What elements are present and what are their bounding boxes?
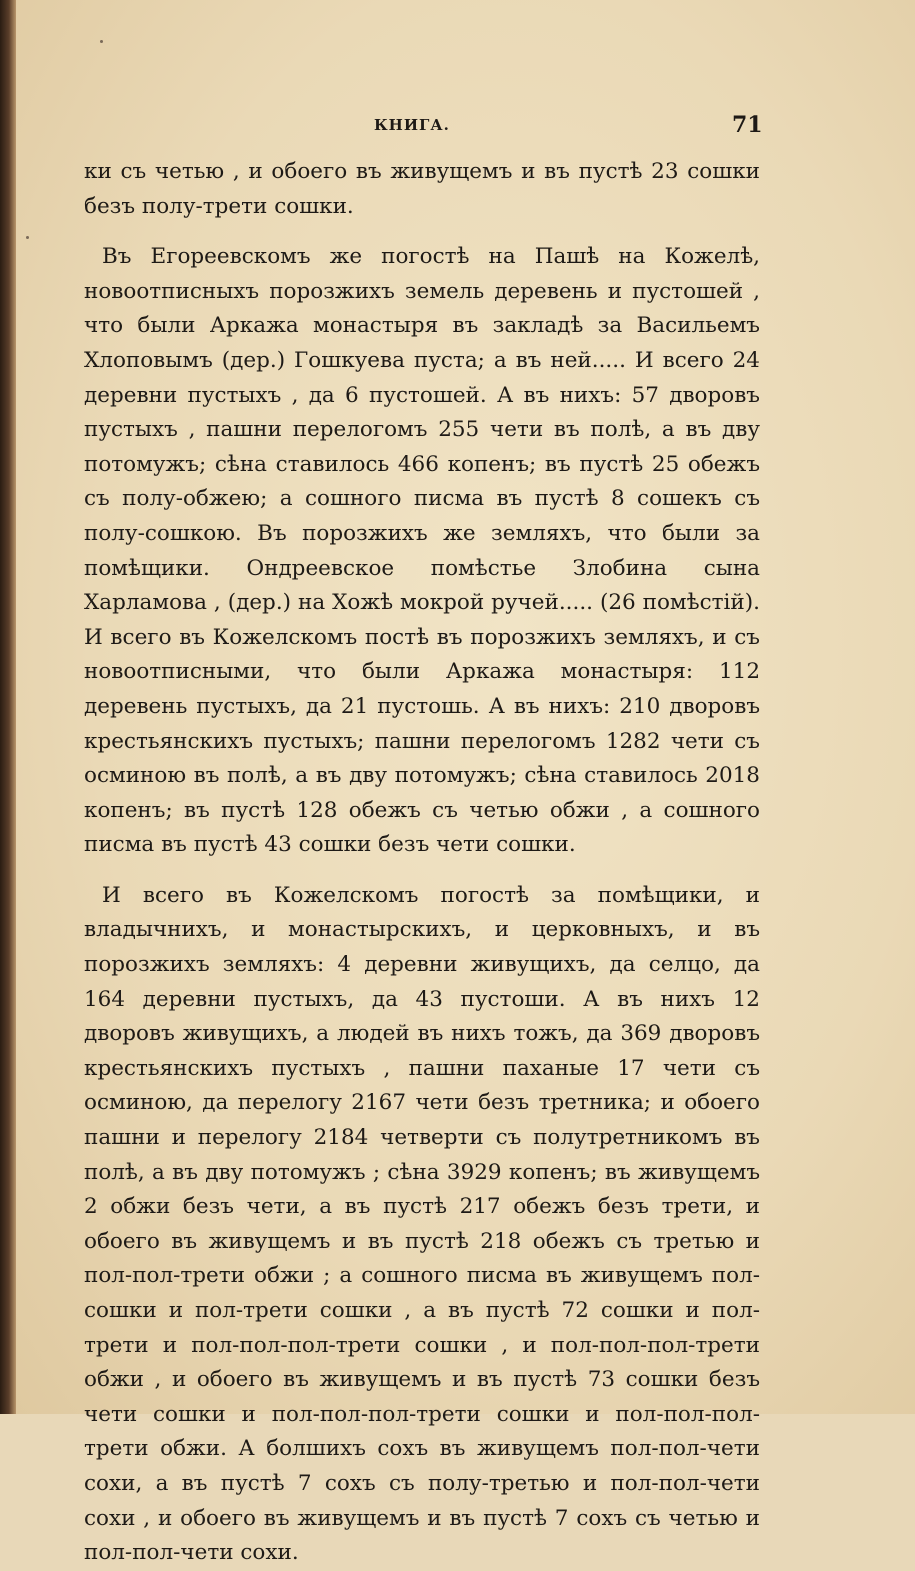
paper-speck bbox=[100, 40, 103, 43]
running-head-title: КНИГА. bbox=[374, 116, 450, 134]
page-number: 71 bbox=[732, 112, 763, 138]
book-page bbox=[16, 0, 915, 1566]
book-binding-edge bbox=[0, 0, 16, 1414]
paragraph-continuation: ки съ четью , и обоего въ живущемъ и въ пустѣ 23 сошки безъ полу-трети сошки. bbox=[84, 159, 760, 219]
body-text bbox=[84, 155, 760, 1571]
paper-speck bbox=[26, 236, 29, 239]
paragraph-egoreevsky-pogost: Въ Егореевскомъ же погостѣ на Пашѣ на Кожелѣ, новоотписныхъ порозжихъ земель деревень и пустошей , что были Аркажа монастыря въ закладѣ за Васильемъ Хлоповымъ (дер.) Гошкуева пуста; а въ ней..... И всего 24 деревни пустыхъ , да 6 пустошей. А въ нихъ: 57 дворовъ пустыхъ , пашни перелогомъ 255 чети въ полѣ, а въ дву потомужъ; сѣна ставилось 466 копенъ; въ пустѣ 25 обежъ съ полу-обжею; а сошного писма въ пустѣ 8 сошекъ съ полу-сошкою. Въ порозжихъ же земляхъ, что были за помѣщики. Ондреевское помѣстье Злобина сына Харламова , (дер.) на Хожѣ мокрой ручей..... (26 помѣстій). И всего въ Кожелскомъ постѣ въ порозжихъ земляхъ, и съ новоотписными, что были Аркажа монастыря: 112 деревень пустыхъ, да 21 пустошь. А въ нихъ: 210 дворовъ крестьянскихъ пустыхъ; пашни перелогомъ 1282 чети съ осминою въ полѣ, а въ дву потомужъ; сѣна ставилось 2018 копенъ; въ пустѣ 128 обежъ съ четью обжи , а сошного писма въ пустѣ 43 сошки безъ чети сошки. bbox=[84, 244, 760, 858]
running-head bbox=[16, 112, 915, 142]
paragraph-kozhelsky-totals: И всего въ Кожелскомъ погостѣ за помѣщики, и владычнихъ, и монастырскихъ, и церковныхъ, и въ порозжихъ земляхъ: 4 деревни живущихъ, да селцо, да 164 деревни пустыхъ, да 43 пустоши. А въ нихъ 12 дворовъ живущихъ, а людей въ нихъ тожъ, да 369 дворовъ крестьянскихъ пустыхъ , пашни паханые 17 чети съ осминою, да перелогу 2167 чети безъ третника; и обоего пашни и перелогу 2184 четверти съ полутретникомъ въ полѣ, а въ дву потомужъ ; сѣна 3929 копенъ; въ живущемъ 2 обжи безъ чети, а въ пустѣ 217 обежъ безъ трети, и обоего въ живущемъ и въ пустѣ 218 обежъ съ третью и пол-пол-трети обжи ; а сошного писма въ живущемъ пол-сошки и пол-трети сошки , а въ пустѣ 72 сошки и пол-трети и пол-пол-пол-трети сошки , и пол-пол-пол-трети обжи , и обоего въ живущемъ и въ пустѣ 73 сошки безъ чети сошки и пол-пол-пол-трети сошки и пол-пол-пол-трети обжи. А болшихъ сохъ въ живущемъ пол-пол-чети сохи, а въ пустѣ 7 сохъ съ полу-третью и пол-пол-чети сохи , и обоего въ живущемъ и въ пустѣ 7 сохъ съ четью и пол-пол-чети сохи. bbox=[84, 882, 760, 1566]
